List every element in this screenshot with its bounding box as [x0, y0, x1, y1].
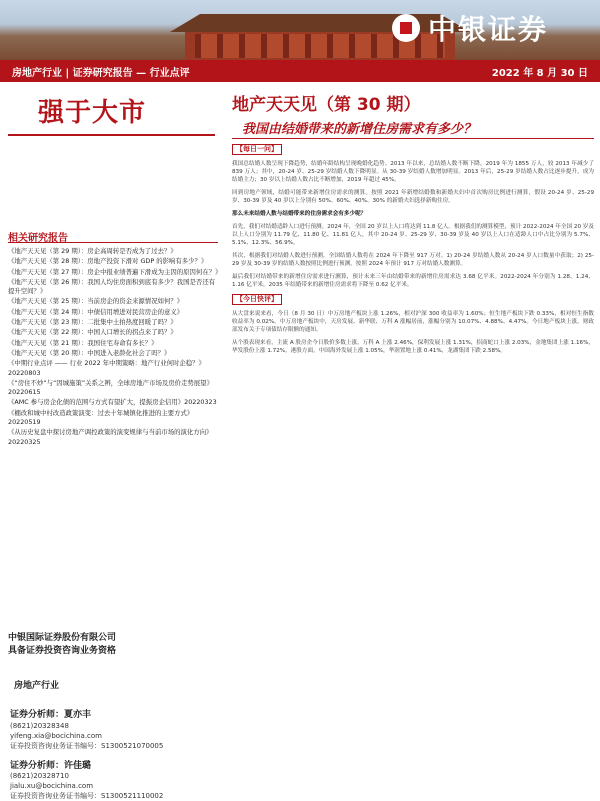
- related-item[interactable]: 《地产天天见（第 27 期）：房企中报业绩普遍下滑成为主因的原因何在？》: [8, 267, 222, 276]
- related-item[interactable]: 《AMC 参与房企化债的范围与方式有望扩大，提振房企信用》20220323: [8, 398, 217, 407]
- analyst-email[interactable]: jialu.xu@bocichina.com: [10, 782, 94, 790]
- related-research-list: [8, 247, 220, 448]
- analyst-phone: (8621)20328710: [10, 772, 69, 780]
- paragraph: 我国总结婚人数呈现下降趋势，结婚年龄结构呈现晚婚化趋势。2013 年以来，总结婚人数不断下降，2019 年为 1855 万人，较 2013 年减少了 839 万人；其中，20-24 岁、25-29 岁结婚人数下降明显。从 30-39 岁结婚人数增加明显。2013 年后，25-29 岁结婚人数占比逐步提升，成为结婚主力；30 岁以上结婚人数占比不断增加，2019 年超过 45%。: [232, 161, 594, 183]
- report-text: [232, 144, 594, 360]
- paragraph: 其次，根据我们对结婚人数进行预测，全国结婚人数将在 2024 年下降至 917 万对。1) 20-24 岁结婚人数从 20-24 岁人口数量中获取；2) 25-29 岁及 30-39 岁的结婚人数按照比例进行预测。按照 2024 年预计 917 万对结婚人数测算。: [232, 253, 594, 267]
- related-item[interactable]: 《中期行业点评 —— 行业 2022 年中期策略：地产行业何时企稳？》20220803: [8, 359, 205, 377]
- analyst-phone: (8621)20328348: [10, 721, 69, 730]
- analyst-name: 证券分析师：许佳璐: [10, 760, 92, 771]
- related-item[interactable]: 《地产天天见（第 28 期）：房地产投资下滑对 GDP 的影响有多少？》: [8, 257, 208, 266]
- report-title: 地产天天见（第 30 期）: [232, 95, 421, 115]
- paragraph: 回到房地产领域，结婚可能带来新增住房需求的测算。按照 2021 年新增结婚数和新婚夫妇中首次购房比例进行测算，假设 20-24 岁、25-29 岁、30-39 岁及 40 岁以上分别有 50%、60%、40%、30% 的新婚夫妇选择新购住房。: [232, 190, 594, 204]
- question-heading: 那么未来结婚人数与结婚带来的住房需求会有多少呢？: [232, 211, 367, 217]
- company-name: 中银国际证券股份有限公司: [8, 633, 117, 643]
- paragraph: 最后我们对结婚带来的新增住房需求进行测算，预计未来三年由结婚带来的新增住房需求达 3.68 亿平米。2022-2024 年分别为 1.28、1.24、1.16 亿平米，2035 年结婚带来的新增住房需求将下降至 0.62 亿平米。: [232, 274, 594, 288]
- industry-rating: 强于大市: [38, 98, 147, 128]
- related-item[interactable]: 《地产天天见（第 20 期）：中国进入老龄化社会了吗？》: [8, 348, 171, 357]
- paragraph: 从个股表现来看，主流 A 股房企今日股价多数上涨。万科 A 上涨 2.46%，保利发展上涨 1.31%，招商蛇口上涨 2.03%，金地集团上涨 1.16%，华发股份上涨 1.72%。港股方面，中国海外发展上涨 1.05%，华润置地上涨 0.41%，龙湖集团下跌 2.58%。: [232, 340, 594, 354]
- report-date: 2022 年 8 月 30 日: [491, 67, 588, 79]
- report-type-bar: [0, 60, 600, 82]
- section-tag: 【今日快评】: [232, 294, 282, 305]
- sidebar: [0, 82, 225, 800]
- analyst-cert: 证券投资咨询业务证书编号：S1300521110002: [10, 792, 164, 800]
- related-item[interactable]: 《地产天天见（第 24 期）：中债信用增进对民营房企的意义》: [8, 307, 184, 316]
- related-item[interactable]: 《地产天天见（第 23 期）：二批集中土拍热度回暖了吗？》: [8, 318, 177, 327]
- divider: [8, 242, 218, 243]
- header-banner: [0, 0, 600, 60]
- analyst-email[interactable]: yifeng.xia@bocichina.com: [10, 731, 102, 740]
- logo-icon: [392, 14, 420, 42]
- related-research-title: 相关研究报告: [8, 233, 68, 244]
- report-body: [232, 82, 594, 800]
- company-logo: [392, 6, 592, 50]
- related-item[interactable]: 《“房住不炒”与“因城施策”关系之辨，全球房地产市场及房价走势展望》20220615: [8, 378, 213, 397]
- company-qualification: [8, 632, 116, 658]
- related-item[interactable]: 《地产天天见（第 22 期）：中国人口增长的拐点来了吗？》: [8, 328, 177, 337]
- report-category: 房地产行业 | 证券研究报告 — 行业点评: [12, 67, 190, 79]
- industry-label: 房地产行业: [14, 681, 60, 691]
- related-item[interactable]: 《棚改和城中村改造政策演变：过去十年城镇化推进的主要方式》20220519: [8, 408, 194, 427]
- analyst-name: 证券分析师：夏亦丰: [10, 710, 92, 720]
- divider: [232, 138, 594, 139]
- report-subtitle: 我国由结婚带来的新增住房需求有多少？: [242, 122, 477, 137]
- section-tag: 【每日一问】: [232, 144, 282, 155]
- related-item[interactable]: 《地产天天见（第 25 期）：当前房企的资金来源情况如何？》: [8, 297, 184, 306]
- related-item[interactable]: 《地产天天见（第 29 期）：房企高周转是否成为了过去？》: [8, 247, 177, 255]
- divider: [8, 134, 215, 136]
- paragraph: 首先，我们对结婚适龄人口进行预测。2024 年，全国 20 岁以上人口将达到 11.8 亿人。根据我们的测算模型，预计 2022-2024 年全国 20 岁及以上人口分别为 11.79 亿、11.80 亿、11.81 亿人，其中 20-24 岁、25-29 岁、30-39 岁及 40 岁以上人口在适龄人口中占比分别为 5.7%、5.1%、12.3%、56.9%。: [232, 224, 594, 246]
- related-item[interactable]: 《从历史复盘中探讨房地产调控政策的演变规律与当前市场的演化方向》20220325: [8, 428, 213, 446]
- company-license: 具备证券投资咨询业务资格: [8, 646, 117, 656]
- related-item[interactable]: 《地产天天见（第 21 期）：我国住宅寿命有多长？》: [8, 338, 158, 347]
- analyst-block: [10, 710, 220, 801]
- paragraph: 从大盘来说来看，今日（8 月 30 日）中万房地产板块上涨 1.26%，相对沪深 300 收益率为 1.60%；恒生地产板块下跌 0.33%，相对恒生指数收益率为 0.02%。中万房地产板块中，天房发展、新华联、万科 A 涨幅居前，涨幅分别为 10.07%、4.88%、4.47%。今日地产板块上涨，财政部发布关于专项债结存限额的通知。: [232, 311, 594, 333]
- logo-text: 中银证券: [428, 13, 549, 46]
- analyst-cert: 证券投资咨询业务证书编号：S1300521070005: [10, 741, 164, 750]
- related-item[interactable]: 《地产天天见（第 26 期）：我国人均住房面积到底有多少？我国是否还有提升空间？》: [8, 277, 216, 296]
